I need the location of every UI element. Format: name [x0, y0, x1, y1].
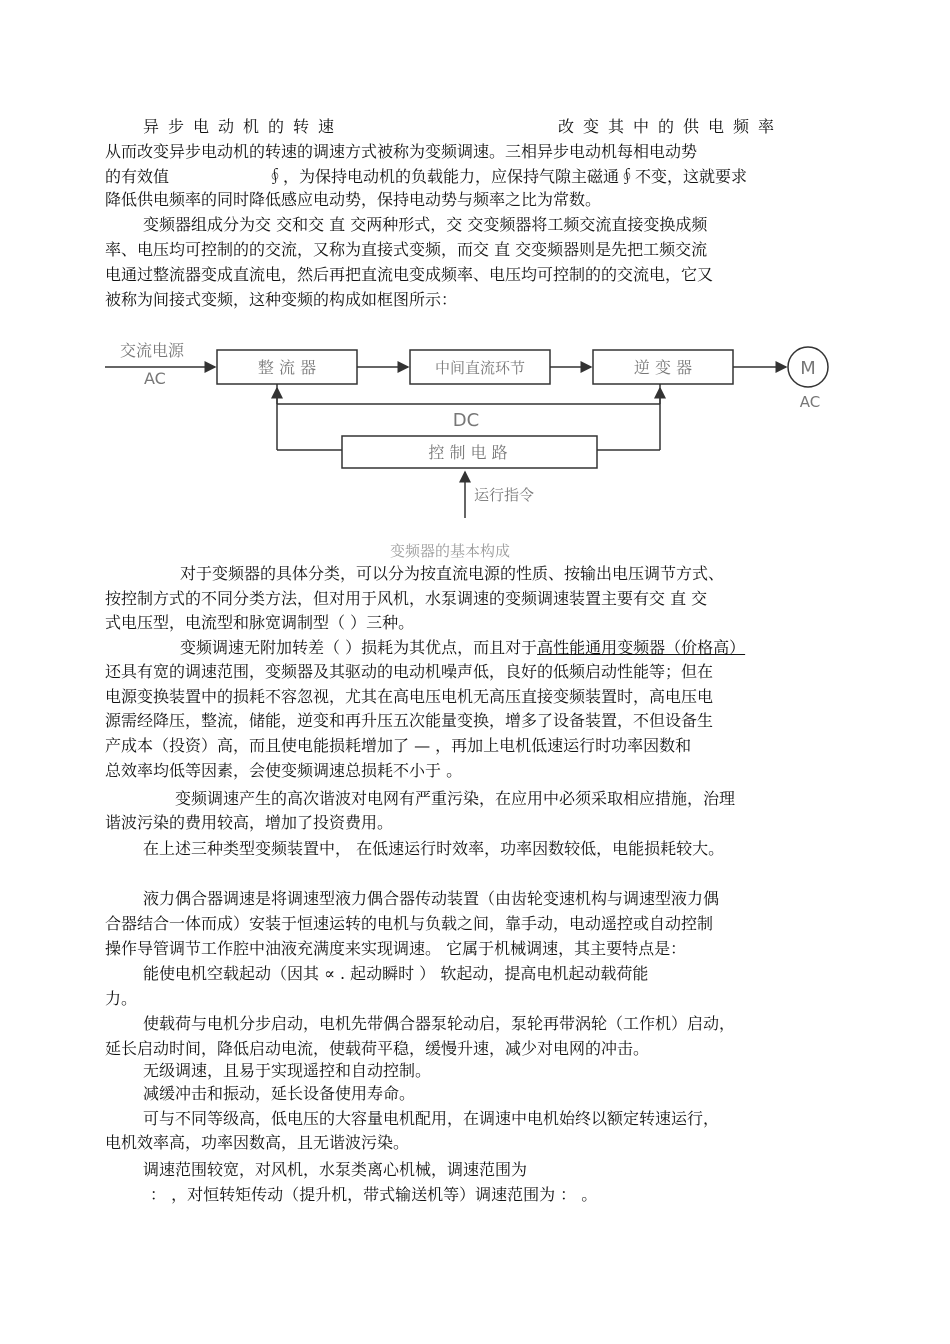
p4-line1: [180, 637, 745, 659]
p5-line1: 变频调速产生的高次谐波对电网有严重污染，在应用中必须采取相应措施，治理: [175, 789, 736, 808]
dc-label: DC: [452, 410, 480, 431]
diagram-caption: 变频器的基本构成: [390, 542, 511, 560]
p7-line1: 液力偶合器调速是将调速型液力偶合器传动装置（由齿轮变速机构与调速型液力偶: [143, 889, 720, 908]
p4-line1-text: 变频调速无附加转差（ ）损耗为其优点，而且对于: [180, 638, 538, 657]
p2-line1: 变频器组成分为交 交和交 直 交两种形式，交 交变频器将工频交流直接变换成频: [143, 215, 708, 234]
rectifier-label: 整 流 器: [257, 358, 317, 377]
dc-link-label: 中间直流环节: [434, 359, 526, 377]
p1-line3-left: 的有效值: [105, 167, 170, 186]
p2-line2: 率、电压均可控制的的交流，又称为直接式变频，而交 直 交变频器则是先把工频交流: [105, 240, 708, 259]
p3-line2: 按控制方式的不同分类方法，但对用于风机，水泵调速的变频调速装置主要有交 直 交: [105, 589, 708, 608]
p1-line1-right: 改变其中的供电频率: [558, 117, 784, 136]
p1-line1-left: 异步电动机的转速: [143, 117, 344, 136]
p4-underlined: 高性能通用变频器（价格高）: [537, 638, 746, 657]
p1-line4: 降低供电频率的同时降低感应电动势，保持电动势与频率之比为常数。: [105, 190, 602, 209]
p1-line2: 从而改变异步电动机的转速的调速方式被称为变频调速。三相异步电动机每相电动势: [105, 142, 698, 161]
p2-line3: 电通过整流器变成直流电，然后再把直流电变成频率、电压均可控制的的交流电，它又: [105, 265, 714, 284]
p5-line2: 谐波污染的费用较高，增加了投资费用。: [105, 813, 394, 832]
p4-line3: 电源变换装置中的损耗不容忽视，尤其在高电压电机无高压直接变频装置时，高电压电: [105, 687, 714, 706]
feature-2-line1: 使载荷与电机分步启动，电机先带偶合器泵轮动启，泵轮再带涡轮（工作机）启动，: [143, 1014, 736, 1033]
feature-6-line2: ： ，对恒转矩传动（提升机，带式输送机等）调速范围为 ： 。: [150, 1185, 598, 1204]
p7-line2: 合器结合一体而成）安装于恒速运转的电机与负载之间，靠手动，电动遥控或自动控制: [105, 914, 714, 933]
feature-5-line1: 可与不同等级高，低电压的大容量电机配用，在调速中电机始终以额定转速运行，: [143, 1109, 720, 1128]
feature-2-line2: 延长启动时间，降低启动电流，使载荷平稳，缓慢升速，减少对电网的冲击。: [105, 1039, 650, 1058]
p4-line4: 源需经降压，整流，储能，逆变和再升压五次能量变换，增多了设备装置，不但设备生: [105, 711, 714, 730]
p4-line2: 还具有宽的调速范围，变频器及其驱动的电动机噪声低，良好的低频启动性能等；但在: [105, 662, 714, 681]
p3-line1: 对于变频器的具体分类，可以分为按直流电源的性质、按输出电压调节方式、: [180, 564, 725, 583]
input-sub: AC: [144, 369, 166, 388]
feature-1-line1: 能使电机空载起动（因其 ∝ . 起动瞬时 ） 软起动，提高电机起动载荷能: [143, 964, 649, 983]
p4-line6: 总效率均低等因素，会使变频调速总损耗不小于 。: [105, 761, 463, 780]
inverter-label: 逆 变 器: [633, 358, 693, 377]
feature-4: 减缓冲击和振动，延长设备使用寿命。: [143, 1084, 416, 1103]
p1-line3-right: ∮，为保持电动机的负载能力，应保持气隙主磁通∮不变，这就要求: [267, 167, 748, 186]
feature-3: 无级调速，且易于实现遥控和自动控制。: [143, 1061, 432, 1080]
feature-6-line1: 调速范围较宽，对风机，水泵类离心机械，调速范围为: [143, 1160, 528, 1179]
p7-line3: 操作导管调节工作腔中油液充满度来实现调速。 它属于机械调速，其主要特点是：: [105, 939, 687, 958]
input-label: 交流电源: [120, 341, 185, 360]
control-label: 控 制 电 路: [428, 443, 508, 462]
command-label: 运行指令: [474, 486, 535, 504]
feature-5-line2: 电机效率高，功率因数高，且无谐波污染。: [105, 1133, 410, 1152]
p4-line5: 产成本（投资）高，而且使电能损耗增加了 — ，再加上电机低速运行时功率因数和: [105, 736, 692, 755]
feature-1-line2: 力。: [105, 989, 138, 1008]
motor-sub: AC: [799, 393, 821, 411]
motor-label: M: [800, 358, 816, 379]
block-diagram: [100, 330, 840, 530]
p6-line1: 在上述三种类型变频装置中， 在低速运行时效率，功率因数较低，电能损耗较大。: [143, 839, 725, 858]
p3-line3: 式电压型，电流型和脉宽调制型（ ）三种。: [105, 613, 415, 632]
p2-line4: 被称为间接式变频，这种变频的构成如框图所示：: [105, 290, 458, 309]
